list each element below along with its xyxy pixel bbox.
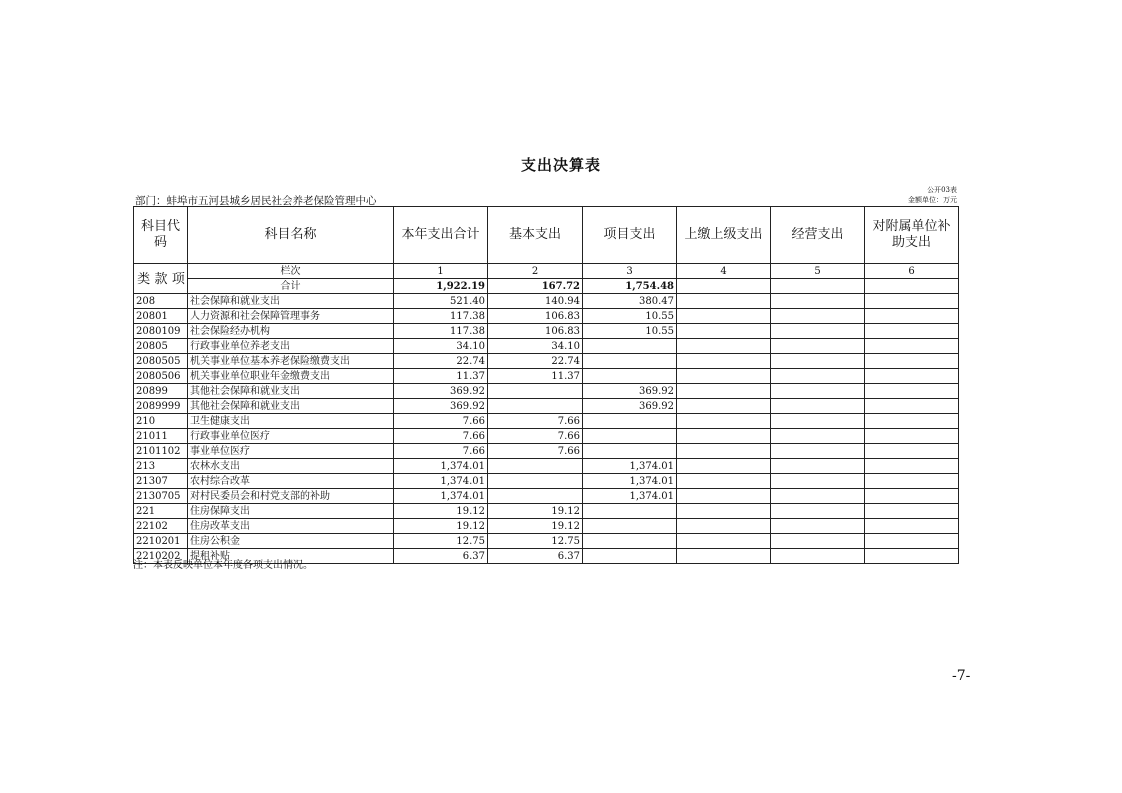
row-business bbox=[771, 384, 865, 399]
row-total: 11.37 bbox=[394, 369, 488, 384]
table-note: 注：本表反映单位本年度各项支出情况。 bbox=[133, 560, 313, 571]
row-total: 7.66 bbox=[394, 444, 488, 459]
column-index: 6 bbox=[865, 264, 959, 279]
row-project bbox=[583, 369, 677, 384]
row-project bbox=[583, 549, 677, 564]
row-upper bbox=[677, 549, 771, 564]
amount-unit: 金额单位：万元 bbox=[908, 196, 957, 204]
row-business bbox=[771, 459, 865, 474]
table-row bbox=[134, 399, 959, 414]
row-business bbox=[771, 429, 865, 444]
row-name: 行政事业单位养老支出 bbox=[188, 339, 394, 354]
row-upper bbox=[677, 534, 771, 549]
row-project bbox=[583, 519, 677, 534]
row-business bbox=[771, 444, 865, 459]
row-upper bbox=[677, 474, 771, 489]
row-code: 20801 bbox=[134, 309, 188, 324]
row-name: 其他社会保障和就业支出 bbox=[188, 399, 394, 414]
row-name: 农林水支出 bbox=[188, 459, 394, 474]
subcode-labels bbox=[135, 266, 187, 288]
row-total: 19.12 bbox=[394, 504, 488, 519]
table-row bbox=[134, 414, 959, 429]
row-total: 19.12 bbox=[394, 519, 488, 534]
row-upper bbox=[677, 369, 771, 384]
table-row bbox=[134, 444, 959, 459]
row-upper bbox=[677, 399, 771, 414]
row-basic bbox=[488, 459, 583, 474]
table-row bbox=[134, 294, 959, 309]
row-total: 7.66 bbox=[394, 429, 488, 444]
row-total: 6.37 bbox=[394, 549, 488, 564]
table-row bbox=[134, 489, 959, 504]
total-upper bbox=[677, 279, 771, 294]
row-project: 10.55 bbox=[583, 309, 677, 324]
row-name: 提租补贴 bbox=[188, 549, 394, 564]
row-basic bbox=[488, 384, 583, 399]
row-upper bbox=[677, 294, 771, 309]
row-upper bbox=[677, 444, 771, 459]
row-basic bbox=[488, 474, 583, 489]
column-index: 3 bbox=[583, 264, 677, 279]
row-basic: 106.83 bbox=[488, 324, 583, 339]
row-name: 住房公积金 bbox=[188, 534, 394, 549]
row-total: 369.92 bbox=[394, 384, 488, 399]
row-total: 7.66 bbox=[394, 414, 488, 429]
row-business bbox=[771, 354, 865, 369]
row-name: 社会保障和就业支出 bbox=[188, 294, 394, 309]
row-subsidy bbox=[865, 444, 959, 459]
header-total: 本年支出合计 bbox=[394, 207, 488, 264]
row-basic: 7.66 bbox=[488, 444, 583, 459]
row-subsidy bbox=[865, 429, 959, 444]
row-business bbox=[771, 549, 865, 564]
total-project: 1,754.48 bbox=[583, 279, 677, 294]
row-upper bbox=[677, 324, 771, 339]
total-business bbox=[771, 279, 865, 294]
row-project: 369.92 bbox=[583, 399, 677, 414]
row-project: 369.92 bbox=[583, 384, 677, 399]
header-basic: 基本支出 bbox=[488, 207, 583, 264]
row-basic: 7.66 bbox=[488, 429, 583, 444]
row-business bbox=[771, 294, 865, 309]
row-total: 1,374.01 bbox=[394, 474, 488, 489]
table-row bbox=[134, 369, 959, 384]
row-basic: 7.66 bbox=[488, 414, 583, 429]
row-code: 20805 bbox=[134, 339, 188, 354]
row-basic: 34.10 bbox=[488, 339, 583, 354]
row-project bbox=[583, 339, 677, 354]
header-row bbox=[134, 207, 959, 264]
row-name: 社会保险经办机构 bbox=[188, 324, 394, 339]
row-code: 221 bbox=[134, 504, 188, 519]
table-title: 支出决算表 bbox=[520, 156, 601, 174]
header-upper: 上缴上级支出 bbox=[677, 207, 771, 264]
row-code: 2089999 bbox=[134, 399, 188, 414]
table-row bbox=[134, 309, 959, 324]
total-amount: 1,922.19 bbox=[394, 279, 488, 294]
header-business: 经营支出 bbox=[771, 207, 865, 264]
row-code: 213 bbox=[134, 459, 188, 474]
row-upper bbox=[677, 459, 771, 474]
row-code: 208 bbox=[134, 294, 188, 309]
row-business bbox=[771, 474, 865, 489]
table-row bbox=[134, 324, 959, 339]
row-basic: 22.74 bbox=[488, 354, 583, 369]
column-index: 4 bbox=[677, 264, 771, 279]
row-code: 21011 bbox=[134, 429, 188, 444]
column-index: 5 bbox=[771, 264, 865, 279]
row-total: 117.38 bbox=[394, 324, 488, 339]
row-basic bbox=[488, 489, 583, 504]
table-row bbox=[134, 429, 959, 444]
row-total: 369.92 bbox=[394, 399, 488, 414]
row-business bbox=[771, 534, 865, 549]
row-code: 2210201 bbox=[134, 534, 188, 549]
expenditure-table bbox=[133, 206, 959, 564]
row-subsidy bbox=[865, 384, 959, 399]
row-name: 农村综合改革 bbox=[188, 474, 394, 489]
row-total: 34.10 bbox=[394, 339, 488, 354]
row-total: 1,374.01 bbox=[394, 489, 488, 504]
table-row bbox=[134, 384, 959, 399]
row-name: 住房改革支出 bbox=[188, 519, 394, 534]
row-subsidy bbox=[865, 324, 959, 339]
row-basic: 106.83 bbox=[488, 309, 583, 324]
row-basic bbox=[488, 399, 583, 414]
table-row bbox=[134, 504, 959, 519]
table-row bbox=[134, 474, 959, 489]
total-basic: 167.72 bbox=[488, 279, 583, 294]
row-name: 其他社会保障和就业支出 bbox=[188, 384, 394, 399]
row-subsidy bbox=[865, 399, 959, 414]
table-row bbox=[134, 354, 959, 369]
row-name: 人力资源和社会保障管理事务 bbox=[188, 309, 394, 324]
header-code: 科目代码 bbox=[134, 207, 188, 264]
row-subsidy bbox=[865, 459, 959, 474]
row-upper bbox=[677, 489, 771, 504]
row-business bbox=[771, 399, 865, 414]
row-code: 2080506 bbox=[134, 369, 188, 384]
row-name: 机关事业单位职业年金缴费支出 bbox=[188, 369, 394, 384]
row-project bbox=[583, 504, 677, 519]
row-code: 2130705 bbox=[134, 489, 188, 504]
row-subsidy bbox=[865, 519, 959, 534]
row-project bbox=[583, 354, 677, 369]
row-business bbox=[771, 504, 865, 519]
row-code: 2101102 bbox=[134, 444, 188, 459]
row-name: 住房保障支出 bbox=[188, 504, 394, 519]
row-upper bbox=[677, 519, 771, 534]
row-subsidy bbox=[865, 339, 959, 354]
row-subsidy bbox=[865, 309, 959, 324]
row-basic: 19.12 bbox=[488, 519, 583, 534]
row-code: 22102 bbox=[134, 519, 188, 534]
row-project: 1,374.01 bbox=[583, 489, 677, 504]
row-code: 2210202 bbox=[134, 549, 188, 564]
header-subsidy: 对附属单位补助支出 bbox=[865, 207, 959, 264]
row-basic: 12.75 bbox=[488, 534, 583, 549]
page-number: -7- bbox=[952, 668, 971, 684]
header-name: 科目名称 bbox=[188, 207, 394, 264]
row-project bbox=[583, 534, 677, 549]
row-upper bbox=[677, 429, 771, 444]
row-upper bbox=[677, 504, 771, 519]
row-upper bbox=[677, 384, 771, 399]
subcode-section: 款 bbox=[154, 271, 168, 287]
row-code: 21307 bbox=[134, 474, 188, 489]
row-subsidy bbox=[865, 504, 959, 519]
row-code: 20899 bbox=[134, 384, 188, 399]
row-project: 1,374.01 bbox=[583, 459, 677, 474]
row-code: 2080109 bbox=[134, 324, 188, 339]
row-code: 210 bbox=[134, 414, 188, 429]
row-total: 12.75 bbox=[394, 534, 488, 549]
row-name: 对村民委员会和村党支部的补助 bbox=[188, 489, 394, 504]
row-business bbox=[771, 519, 865, 534]
row-total: 22.74 bbox=[394, 354, 488, 369]
row-name: 行政事业单位医疗 bbox=[188, 429, 394, 444]
row-total: 117.38 bbox=[394, 309, 488, 324]
total-label: 合计 bbox=[188, 279, 394, 294]
row-project: 1,374.01 bbox=[583, 474, 677, 489]
row-business bbox=[771, 339, 865, 354]
row-upper bbox=[677, 309, 771, 324]
row-business bbox=[771, 369, 865, 384]
header-project: 项目支出 bbox=[583, 207, 677, 264]
subcode-class: 类 bbox=[137, 271, 151, 287]
column-index: 1 bbox=[394, 264, 488, 279]
row-upper bbox=[677, 414, 771, 429]
row-basic: 6.37 bbox=[488, 549, 583, 564]
total-row bbox=[134, 279, 959, 294]
department-label: 部门：蚌埠市五河县城乡居民社会养老保险管理中心 bbox=[135, 195, 377, 207]
row-upper bbox=[677, 339, 771, 354]
row-project: 380.47 bbox=[583, 294, 677, 309]
total-subsidy bbox=[865, 279, 959, 294]
row-business bbox=[771, 489, 865, 504]
row-subsidy bbox=[865, 369, 959, 384]
row-basic: 19.12 bbox=[488, 504, 583, 519]
table-row bbox=[134, 339, 959, 354]
row-basic: 140.94 bbox=[488, 294, 583, 309]
row-subsidy bbox=[865, 534, 959, 549]
row-code: 2080505 bbox=[134, 354, 188, 369]
row-basic: 11.37 bbox=[488, 369, 583, 384]
table-row bbox=[134, 459, 959, 474]
row-business bbox=[771, 414, 865, 429]
row-subsidy bbox=[865, 489, 959, 504]
row-subsidy bbox=[865, 474, 959, 489]
column-index: 2 bbox=[488, 264, 583, 279]
row-project bbox=[583, 444, 677, 459]
row-business bbox=[771, 324, 865, 339]
row-subsidy bbox=[865, 294, 959, 309]
row-name: 卫生健康支出 bbox=[188, 414, 394, 429]
table-row bbox=[134, 534, 959, 549]
column-index-row bbox=[134, 264, 959, 279]
row-name: 事业单位医疗 bbox=[188, 444, 394, 459]
row-total: 1,374.01 bbox=[394, 459, 488, 474]
row-subsidy bbox=[865, 354, 959, 369]
subcode-item: 项 bbox=[171, 271, 185, 287]
row-subsidy bbox=[865, 414, 959, 429]
row-upper bbox=[677, 354, 771, 369]
row-name: 机关事业单位基本养老保险缴费支出 bbox=[188, 354, 394, 369]
row-project bbox=[583, 429, 677, 444]
row-total: 521.40 bbox=[394, 294, 488, 309]
row-project bbox=[583, 414, 677, 429]
row-subsidy bbox=[865, 549, 959, 564]
row-business bbox=[771, 309, 865, 324]
form-number: 公开03表 bbox=[927, 186, 957, 194]
column-index-label: 栏次 bbox=[188, 264, 394, 279]
table-row bbox=[134, 519, 959, 534]
row-project: 10.55 bbox=[583, 324, 677, 339]
